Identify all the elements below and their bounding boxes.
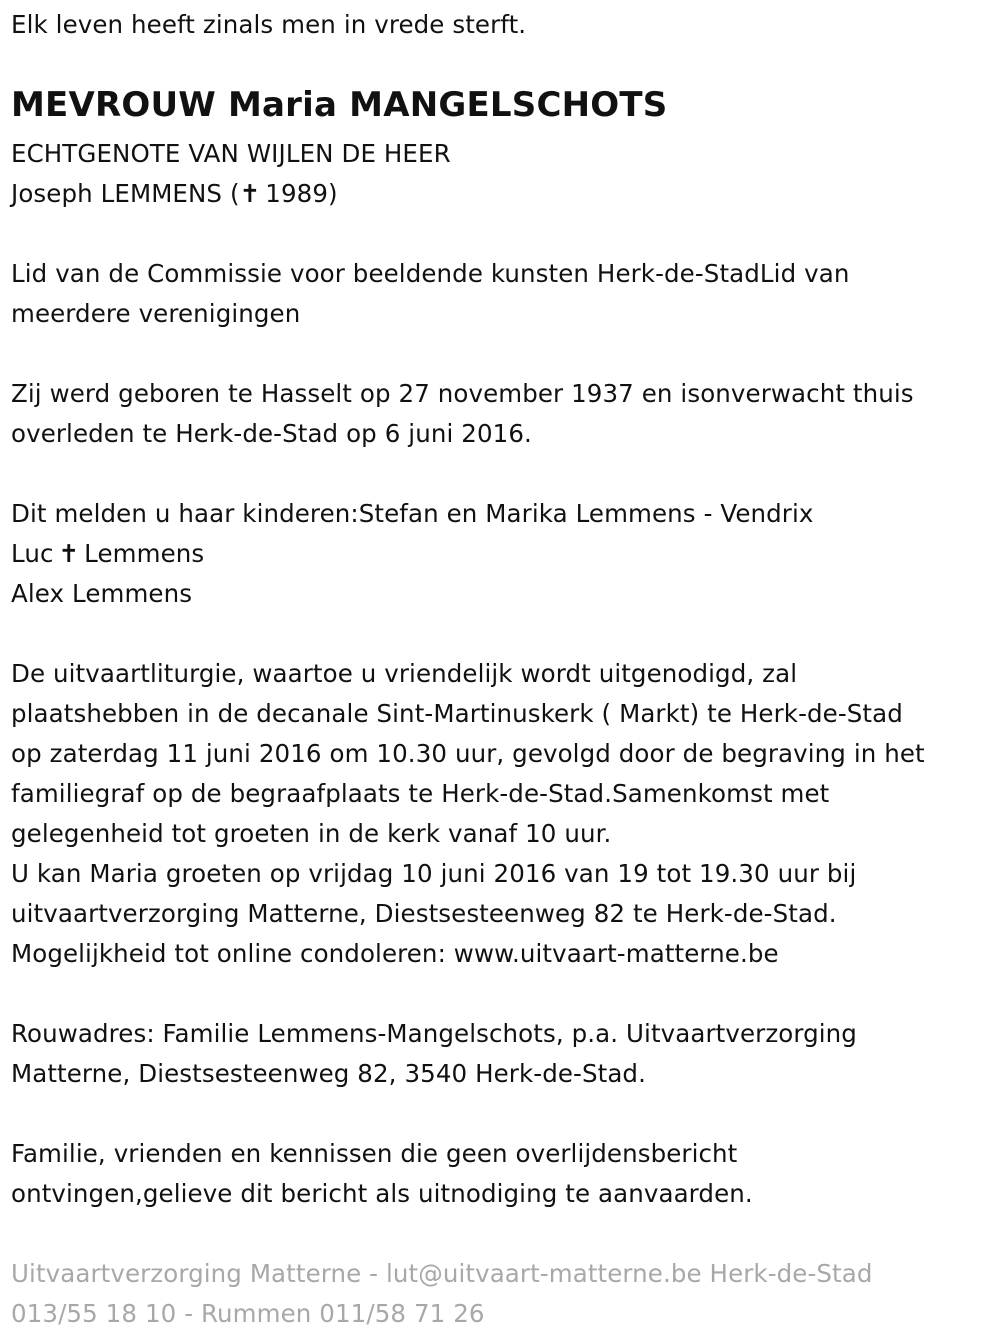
ceremony-line-8: Mogelijkheid tot online condoleren: www.uitvaart-matterne.be [11, 939, 779, 968]
ceremony-line-6: U kan Maria groeten op vrijdag 10 juni 2016 van 19 tot 19.30 uur bij [11, 859, 857, 888]
spouse-line [11, 174, 338, 214]
child-first-name: Luc [11, 539, 54, 568]
address-line-2: Matterne, Diestsesteenweg 82, 3540 Herk-de-Stad. [11, 1059, 646, 1088]
closing-line-2: ontvingen,gelieve dit bericht als uitnodiging te aanvaarden. [11, 1179, 753, 1208]
ceremony-line-5: gelegenheid tot groeten in de kerk vanaf 10 uur. [11, 819, 612, 848]
address-line-1: Rouwadres: Familie Lemmens-Mangelschots, p.a. Uitvaartverzorging [11, 1019, 857, 1048]
cross-icon: ✝ [58, 539, 80, 568]
footer-line-1: Uitvaartverzorging Matterne - lut@uitvaart-matterne.be Herk-de-Stad [11, 1259, 873, 1288]
closing-line-1: Familie, vrienden en kennissen die geen overlijdensbericht [11, 1139, 738, 1168]
spouse-name: Joseph LEMMENS ( [11, 179, 240, 208]
child-last-name: Lemmens [84, 539, 205, 568]
membership-line-2: meerdere verenigingen [11, 299, 301, 328]
spouse-death-year: 1989) [265, 179, 338, 208]
deceased-name: MEVROUW Maria MANGELSCHOTS [11, 85, 668, 125]
ceremony-line-1: De uitvaartliturgie, waartoe u vriendelijk wordt uitgenodigd, zal [11, 659, 798, 688]
spouse-relation: ECHTGENOTE VAN WIJLEN DE HEER [11, 139, 451, 168]
children-intro: Dit melden u haar kinderen:Stefan en Marika Lemmens - Vendrix [11, 499, 814, 528]
membership-line-1: Lid van de Commissie voor beeldende kunsten Herk-de-StadLid van [11, 259, 850, 288]
birth-death-line-2: overleden te Herk-de-Stad op 6 juni 2016. [11, 419, 532, 448]
opening-quote: Elk leven heeft zinals men in vrede sterft. [11, 10, 527, 39]
ceremony-line-7: uitvaartverzorging Matterne, Diestsesteenweg 82 te Herk-de-Stad. [11, 899, 837, 928]
cross-icon: ✝ [239, 179, 261, 208]
child-luc [11, 534, 204, 574]
ceremony-line-3: op zaterdag 11 juni 2016 om 10.30 uur, gevolgd door de begraving in het [11, 739, 925, 768]
child-alex: Alex Lemmens [11, 579, 193, 608]
ceremony-line-4: familiegraf op de begraafplaats te Herk-de-Stad.Samenkomst met [11, 779, 830, 808]
footer-line-2: 013/55 18 10 - Rummen 011/58 71 26 [11, 1299, 485, 1328]
ceremony-line-2: plaatshebben in de decanale Sint-Martinuskerk ( Markt) te Herk-de-Stad [11, 699, 903, 728]
birth-death-line-1: Zij werd geboren te Hasselt op 27 november 1937 en isonverwacht thuis [11, 379, 914, 408]
